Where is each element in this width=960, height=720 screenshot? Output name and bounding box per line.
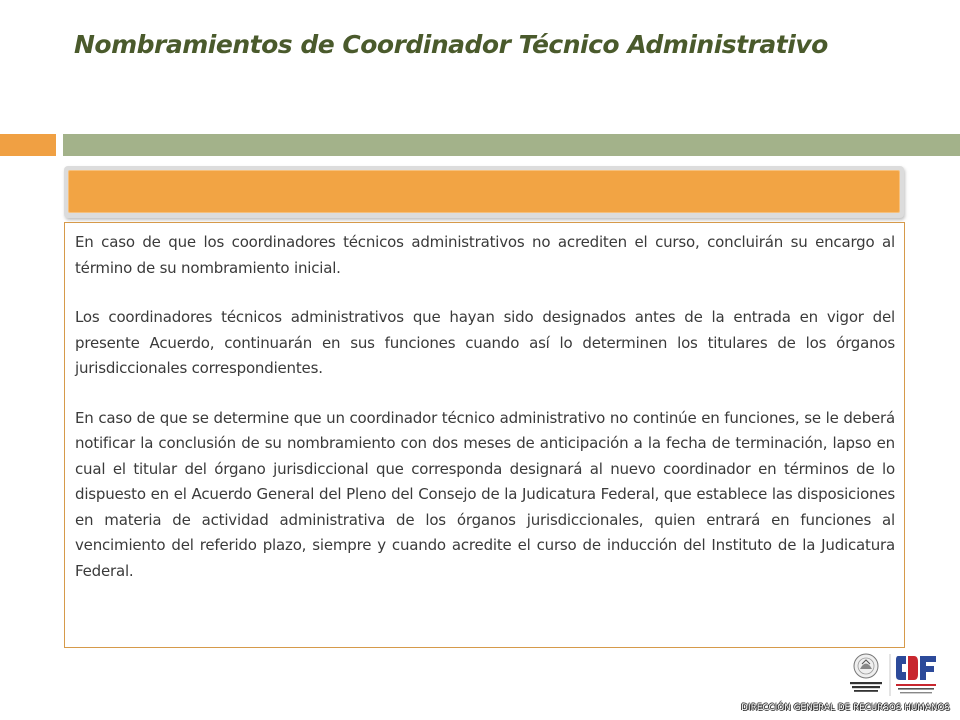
accent-bar-left [0, 134, 56, 156]
footer-label: DIRECCIÓN GENERAL DE RECURSOS HUMANOS [741, 703, 950, 713]
footer-logos-graphic [846, 650, 942, 700]
section-banner-fill [68, 170, 900, 213]
paragraph-3: En caso de que se determine que un coordinador técnico administrativo no continúe en funciones, se le deberá notificar la conclusión de su nombramiento con dos meses de anticipación a la fecha de terminación, lapso en cual el titular del órgano jurisdiccional que corresponda designará al nuevo coordinador en términos de lo dispuesto en el Acuerdo General del Pleno del Consejo de la Judicatura Federal, que establece las disposiciones en materia de actividad administrativa de los órganos jurisdiccionales, quien entrará en funciones al vencimiento del referido plazo, siempre y cuando acredite el curso de inducción del Instituto de la Judicatura Federal. [75, 408, 895, 580]
content-box [64, 222, 905, 648]
paragraph-1: En caso de que los coordinadores técnicos administrativos no acrediten el curso, concluirán su encargo al término de su nombramiento inicial. [75, 233, 895, 277]
footer-logos [846, 650, 942, 700]
section-banner [64, 166, 904, 218]
coat-of-arms-icon [850, 654, 882, 692]
slide-title: Nombramientos de Coordinador Técnico Administrativo [74, 30, 828, 59]
cjf-logo-icon [896, 656, 936, 693]
accent-bar-right [63, 134, 960, 156]
paragraph-2: Los coordinadores técnicos administrativos que hayan sido designados antes de la entrada en vigor del presente Acuerdo, continuarán en sus funciones cuando así lo determinen los titulares de los órganos jurisdiccionales correspondientes. [75, 308, 895, 377]
